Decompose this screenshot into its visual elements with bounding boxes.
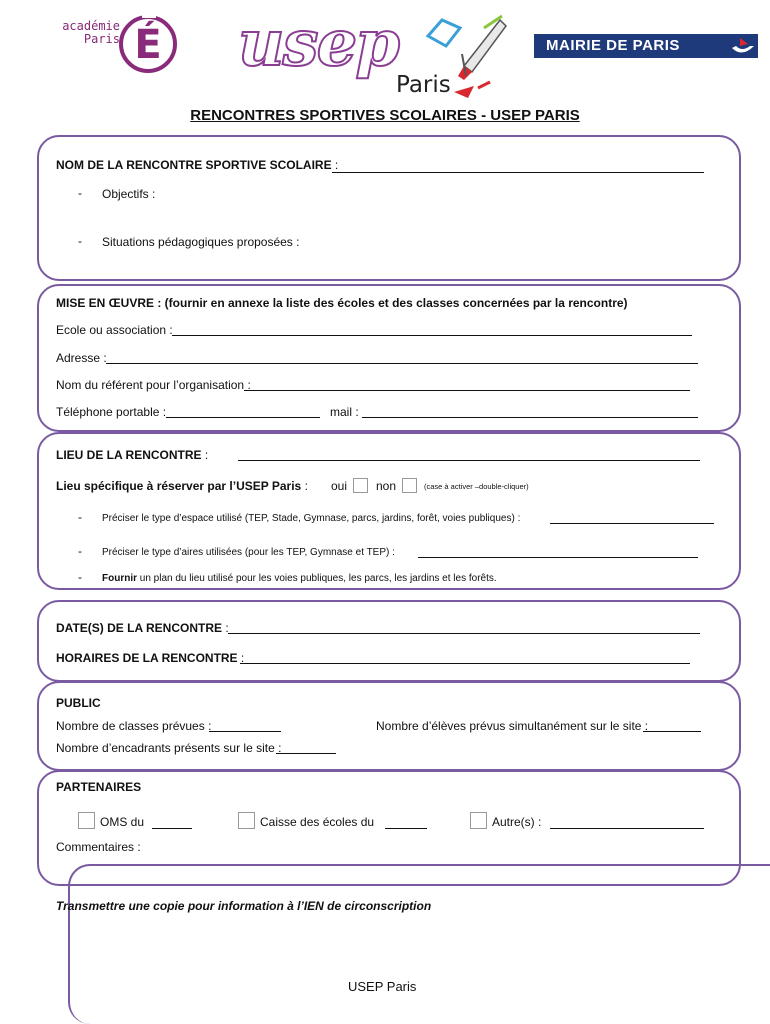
footer-box — [68, 864, 770, 1024]
caisse-checkbox[interactable] — [238, 812, 255, 829]
ecole-label: Ecole ou association : — [56, 323, 173, 337]
horaires-label: HORAIRES DE LA RENCONTRE : — [56, 651, 245, 665]
oui-label: oui — [331, 479, 348, 493]
telephone-label: Téléphone portable : — [56, 405, 167, 419]
lieu-specifique-label: Lieu spécifique à réserver par l’USEP Paris : — [56, 479, 308, 493]
situations-label: Situations pédagogiques proposées : — [102, 235, 300, 249]
usep-wordmark: usep — [238, 6, 399, 81]
type-aires-label: Préciser le type d’aires utilisées (pour les TEP, Gymnase et TEP) : — [102, 547, 395, 558]
oms-checkbox[interactable] — [78, 812, 95, 829]
academie-paris-logo — [58, 6, 178, 74]
bullet-dash: - — [78, 186, 82, 200]
partenaires-title: PARTENAIRES — [56, 780, 142, 794]
lieu-label: LIEU DE LA RENCONTRE : — [56, 448, 209, 462]
type-espace-input[interactable] — [550, 523, 714, 524]
mairie-de-paris-logo — [534, 34, 758, 58]
eleves-input[interactable] — [643, 731, 701, 732]
section-dates — [37, 600, 741, 682]
dates-label: DATE(S) DE LA RENCONTRE : — [56, 621, 229, 635]
rocket-icon — [232, 6, 512, 106]
eleves-label: Nombre d’élèves prévus simultanément sur le site : — [376, 719, 649, 733]
telephone-input[interactable] — [166, 417, 320, 418]
transmettre-note: Transmettre une copie pour information à l’IEN de circonscription — [56, 899, 432, 913]
paris-ship-icon — [726, 34, 758, 58]
caisse-label: Caisse des écoles du — [260, 815, 375, 829]
autres-checkbox[interactable] — [470, 812, 487, 829]
lieu-input[interactable] — [238, 460, 700, 461]
mise-en-oeuvre-title: MISE EN ŒUVRE : (fournir en annexe la liste des écoles et des classes concernées par la rencontre) — [56, 296, 628, 310]
type-espace-label: Préciser le type d’espace utilisé (TEP, Stade, Gymnase, parcs, jardins, forêt, voies publiques) : — [102, 513, 521, 524]
encadrants-input[interactable] — [276, 753, 336, 754]
type-aires-input[interactable] — [418, 557, 698, 558]
classes-input[interactable] — [209, 731, 281, 732]
caisse-input[interactable] — [385, 828, 427, 829]
bullet-dash: - — [78, 234, 82, 248]
oms-input[interactable] — [152, 828, 192, 829]
section-nom-rencontre — [37, 135, 741, 281]
bullet-dash: - — [78, 570, 82, 584]
horaires-input[interactable] — [240, 663, 690, 664]
nom-rencontre-label: NOM DE LA RENCONTRE SPORTIVE SCOLAIRE : — [56, 158, 339, 172]
oui-checkbox[interactable] — [353, 478, 368, 493]
oms-label: OMS du — [100, 815, 145, 829]
bullet-dash: - — [78, 510, 82, 524]
non-checkbox[interactable] — [402, 478, 417, 493]
usep-paris-footer: USEP Paris — [348, 979, 417, 994]
adresse-input[interactable] — [106, 363, 698, 364]
usep-city-label: Paris — [396, 72, 451, 98]
mail-label: mail : — [330, 405, 359, 419]
classes-label: Nombre de classes prévues : — [56, 719, 212, 733]
referent-input[interactable] — [244, 390, 690, 391]
academie-letter: É — [134, 22, 162, 68]
commentaires-label: Commentaires : — [56, 840, 141, 854]
autres-label: Autre(s) : — [492, 815, 542, 829]
usep-paris-logo — [232, 6, 512, 106]
ecole-input[interactable] — [172, 335, 692, 336]
bullet-dash: - — [78, 544, 82, 558]
fournir-plan-text: Fournir un plan du lieu utilisé pour les voies publiques, les parcs, les jardins et les forêts. — [102, 573, 497, 584]
mail-input[interactable] — [362, 417, 698, 418]
objectifs-label: Objectifs : — [102, 187, 156, 201]
autres-input[interactable] — [550, 828, 704, 829]
non-label: non — [376, 479, 397, 493]
encadrants-label: Nombre d’encadrants présents sur le site : — [56, 741, 282, 755]
mairie-label: MAIRIE DE PARIS — [546, 37, 680, 54]
nom-rencontre-input[interactable] — [332, 172, 704, 173]
page-title: RENCONTRES SPORTIVES SCOLAIRES - USEP PARIS — [190, 107, 580, 124]
adresse-label: Adresse : — [56, 351, 107, 365]
academie-logo-text: académie Paris — [62, 19, 120, 46]
dates-input[interactable] — [228, 633, 700, 634]
public-title: PUBLIC — [56, 696, 101, 710]
referent-label: Nom du référent pour l’organisation : — [56, 378, 251, 392]
academie-emblem-icon — [58, 6, 178, 74]
case-note: (case à activer –double-cliquer) — [424, 482, 529, 491]
